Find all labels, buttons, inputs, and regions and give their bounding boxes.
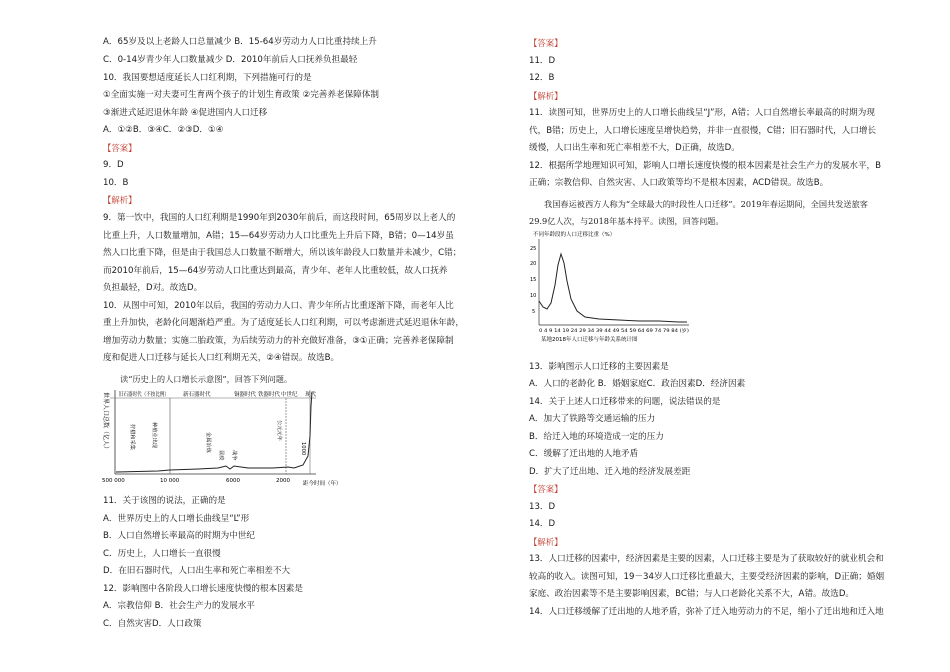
q11-option-a: A．世界历史上的人口增长曲线呈“L”形 xyxy=(103,514,250,524)
migration-curve xyxy=(539,254,687,322)
event-label: 鼠疫 xyxy=(218,450,224,461)
q8-options-line-2: C．0-14岁青少年人口数量减少 D．2010年前后人口抚养负担最轻 xyxy=(103,55,358,65)
answer-tag: 【答案】 xyxy=(103,143,137,153)
q12-options-1: A．宗教信仰 B．社会生产力的发展水平 xyxy=(103,601,256,611)
answer-14: 14．D xyxy=(529,519,556,529)
y-tick: 25 xyxy=(530,246,537,252)
era-label: 铁器时代 xyxy=(258,392,281,398)
q14-option-d: D．扩大了迁出地、迁入地的经济发展差距 xyxy=(529,467,691,477)
analysis-10-line: 10．从图中可知，2010年以后，我国的劳动力人口、青少年所占比重逐渐下降，而老年人比 xyxy=(103,301,454,311)
analysis-tag: 【解析】 xyxy=(529,537,563,547)
analysis-11-line: 缓慢，人口出生率和死亡率相差不大，D正确，故选D。 xyxy=(529,143,740,153)
y-tick: 10 xyxy=(530,293,537,299)
answer-tag: 【答案】 xyxy=(529,484,563,494)
question-12: 12．影响图中各阶段人口增长速度快慢的根本因素是 xyxy=(103,584,303,594)
event-label: 金属冶炼 xyxy=(205,432,211,453)
answer-13: 13．D xyxy=(529,502,556,512)
q13-options: A．人口的老龄化 B．婚姻家庭C．政治因素D．经济因素 xyxy=(529,379,746,389)
analysis-10-line: 度和促进人口迁移与延长人口红利期无关，②④错误。故选B。 xyxy=(103,353,340,363)
analysis-tag: 【解析】 xyxy=(103,195,137,205)
analysis-12-line: 正确；宗教信仰、自然灾害、人口政策等均不是根本因素，ACD错误。故选B。 xyxy=(529,178,829,188)
event-label: 狩猎和采集 xyxy=(129,424,135,450)
analysis-10-line: 增加劳动力数量；实施二胎政策，为后续劳动力的补充做好准备，③①正确；完善养老保障制 xyxy=(103,336,454,346)
analysis-13-line: 13．人口迁移的因素中，经济因素是主要的因素，人口迁移主要是为了获取较好的就业机会和 xyxy=(529,554,884,564)
event-label: 1000 xyxy=(300,442,306,456)
q10-item-2: ③渐进式延迟退休年龄 ④促进国内人口迁移 xyxy=(103,108,268,118)
era-label: 旧石器时代（不按比例） xyxy=(119,392,180,398)
x-tick: 10 000 xyxy=(160,478,180,484)
analysis-14-line: 14．人口迁移缓解了迁出地的人地矛盾，弥补了迁入地劳动力的不足，缩小了迁出地和迁入地 xyxy=(529,607,884,617)
chart1-ylabel: 世界人口总数（亿人） xyxy=(102,392,109,453)
question-13: 13．影响图示人口迁移的主要因素是 xyxy=(529,362,669,372)
q14-option-b: B．给迁入地的环境造成一定的压力 xyxy=(529,432,664,442)
q11-option-b: B．人口自然增长率最高的时期为中世纪 xyxy=(103,531,255,541)
q12-options-2: C．自然灾害D．人口政策 xyxy=(103,619,202,629)
analysis-13-line: 较高的收入。读图可知，19－34岁人口迁移比重最大，主要受经济因素的影响，D正确；婚姻 xyxy=(529,572,885,582)
analysis-9-line: 9．第一饮中，我国的人口红利期是1990年到2030年前后，而这段时间，65周岁以上老人的 xyxy=(103,213,456,223)
analysis-tag: 【解析】 xyxy=(529,91,563,101)
x-tick: 500 000 xyxy=(102,478,125,484)
analysis-9-line: 然人口比重下降，但是由于我国总人口数量不断增大，所以该年龄段人口数量并未减少，C错； xyxy=(103,248,462,258)
intro-13-line: 29.9亿人次，与2018年基本持平。读图，回答问题。 xyxy=(529,216,724,226)
migration-age-chart xyxy=(529,229,704,347)
q14-option-a: A．加大了铁路等交通运输的压力 xyxy=(529,414,656,424)
analysis-9-line: 而2010年前后，15—64岁劳动人口比重达到最高，青少年、老年人比重较低，故人口抚养 xyxy=(103,266,448,276)
y-tick: 15 xyxy=(530,277,537,283)
event-label: 公元元年 xyxy=(276,420,282,441)
analysis-10-line: 重上升加快，老龄化问题渐趋严重。为了适度延长人口红利期，可以考虑渐进式延迟退休年龄， xyxy=(103,318,464,328)
question-10: 10．我国要想适度延长人口红利期，下列措施可行的是 xyxy=(103,73,312,83)
event-label: 种植业出现 xyxy=(151,422,157,448)
era-label: 现代 xyxy=(305,392,317,398)
q10-item-1: ①全面实施一对夫妻可生育两个孩子的计划生育政策 ②完善养老保障体制 xyxy=(103,90,379,100)
analysis-11-line: 11．读图可知，世界历史上的人口增长曲线呈“J”形，A错；人口自然增长率最高的时期为现 xyxy=(529,108,875,118)
analysis-13-line: 家庭、政治因素等不是主要影响因素，BC错；与人口老龄化关系不大，A错。故选D。 xyxy=(529,589,855,599)
question-14: 14．关于上述人口迁移带来的问题，说法错误的是 xyxy=(529,397,721,407)
era-label: 新石器时代 xyxy=(183,392,211,398)
q8-options-line-1: A．65岁及以上老龄人口总量减少 B．15-64岁劳动力人口比重持续上升 xyxy=(103,37,377,47)
x-tick: 6000 xyxy=(226,478,240,484)
era-label: 铜器时代 xyxy=(234,392,257,398)
answer-12: 12．B xyxy=(529,73,555,83)
y-tick: 20 xyxy=(530,261,537,267)
answer-tag: 【答案】 xyxy=(529,38,563,48)
x-tick: 2000 xyxy=(276,478,290,484)
q11-option-d: D．在旧石器时代，人口出生率和死亡率相差不大 xyxy=(103,566,291,576)
analysis-12-line: 12．根据所学地理知识可知，影响人口增长速度快慢的根本因素是社会生产力的发展水平，B xyxy=(529,161,881,171)
analysis-9-line: 比重上升，人口数量增加，A错；15—64岁劳动力人口比重先上升后下降，B错；0—14岁虽 xyxy=(103,231,454,241)
population-history-chart xyxy=(98,386,343,492)
q11-option-c: C．历史上，人口增长一直很慢 xyxy=(103,549,221,559)
analysis-11-line: 代，B错；历史上，人口增长速度呈增快趋势，并非一直很慢，C错；旧石器时代，人口增长 xyxy=(529,126,877,136)
analysis-9-line: 负担最轻，D对。故选D。 xyxy=(103,283,203,293)
answer-10: 10．B xyxy=(103,178,129,188)
chart2-x-ticks: 0 4 9 14 19 24 29 34 39 44 49 54 59 64 69 74 79 84 (岁) xyxy=(539,329,670,334)
q14-option-c: C．缓解了迁出地的人地矛盾 xyxy=(529,449,639,459)
chart1-xlabel: 距今时间（年） xyxy=(303,481,342,487)
question-11: 11．关于该图的说法，正确的是 xyxy=(103,496,226,506)
intro-13-line: 我国春运被西方人称为“全球最大的时段性人口迁移”。2019年春运期间，全国共发送旅客 xyxy=(544,199,868,209)
chart2-title: 不同年龄段的人口迁移比重（%） xyxy=(533,232,616,238)
answer-11: 11．D xyxy=(529,56,556,66)
chart2-caption: 某地2018年人口迁移与年龄关系统计图 xyxy=(541,337,638,343)
y-tick: 5 xyxy=(532,309,536,315)
q10-options: A．①②B．③④C．②③D．①④ xyxy=(103,125,224,135)
era-label: 中世纪 xyxy=(281,392,298,398)
event-label: 战争 xyxy=(231,450,237,461)
intro-11: 读“历史上的人口增长示意图”，回答下列问题。 xyxy=(120,374,293,384)
answer-9: 9．D xyxy=(103,160,124,170)
